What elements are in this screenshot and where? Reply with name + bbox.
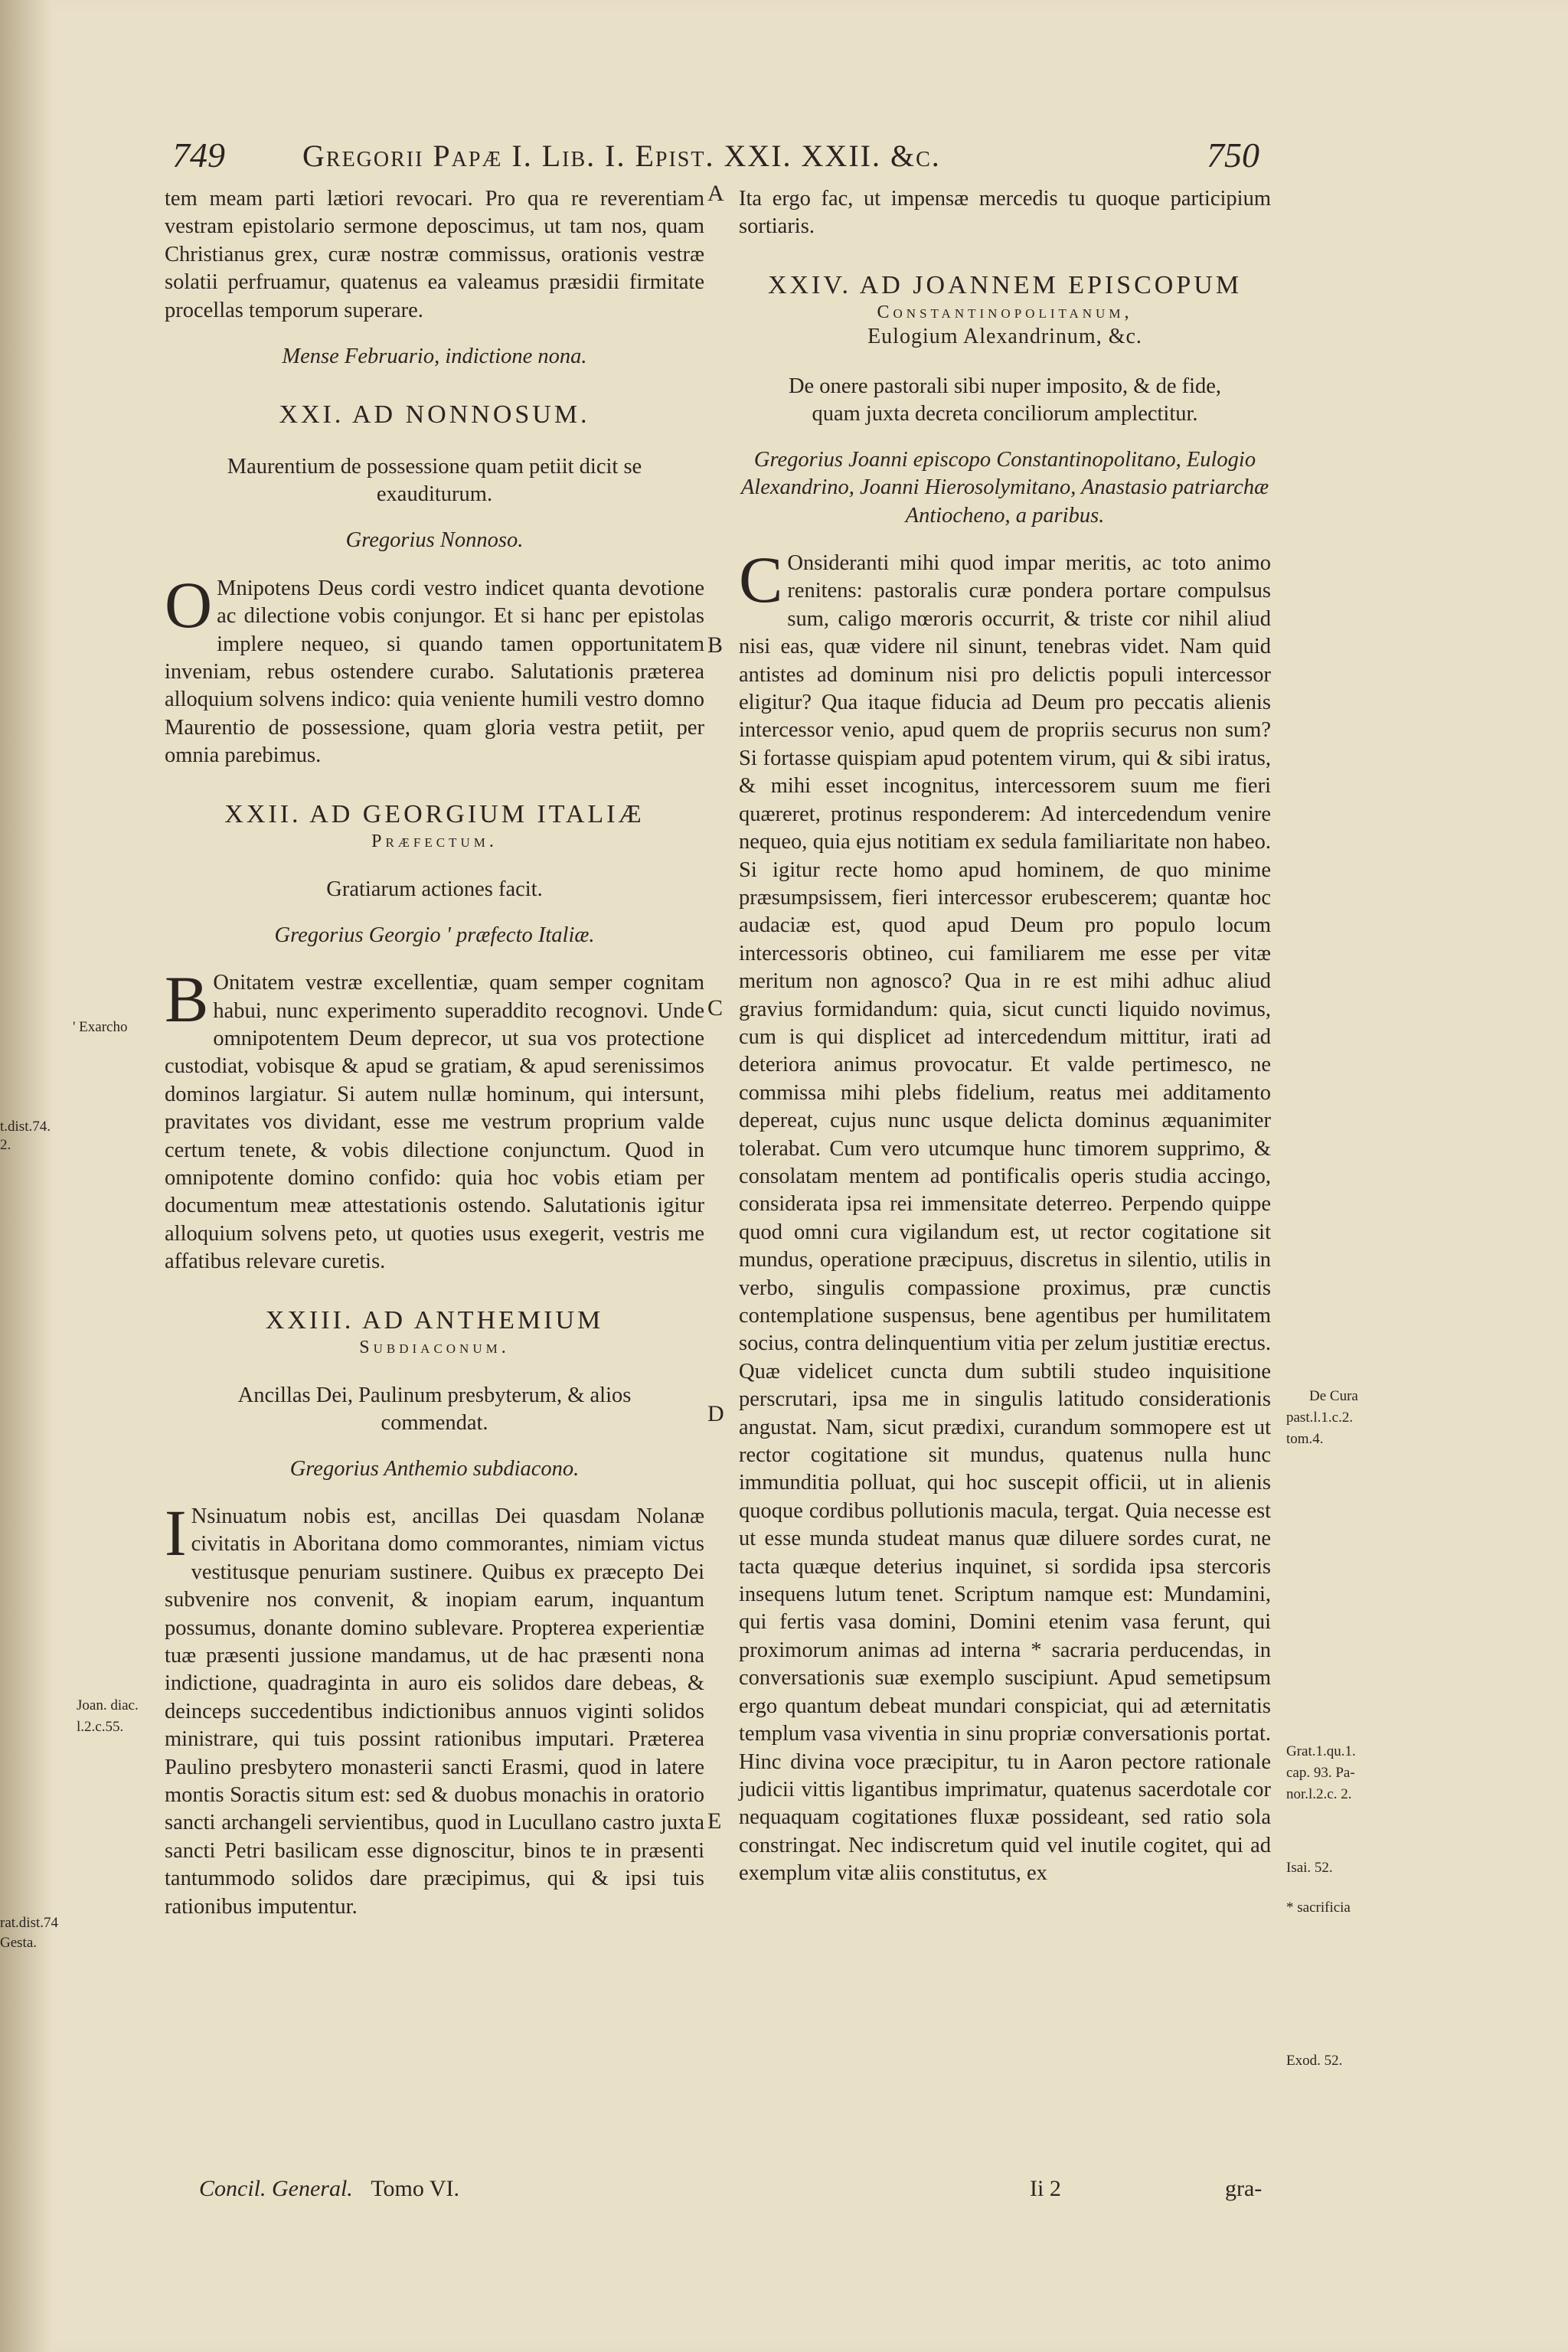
left-intro-text: tem meam parti lætiori revocari. Pro qua re reverentiam vestram epistolario sermone deposcimus, ut tam nos, quam Christianus grex, curæ nostræ commissus, orationis vestræ solatii perfruamur, quatenus ea valeamus præsidii firmitate procellas temporum superare.	[165, 187, 704, 322]
section-letter-b: B	[707, 632, 724, 658]
epistle-23-summary: Ancillas Dei, Paulinum presbyterum, & alios commendat.	[237, 1383, 632, 1435]
footer-signature: Ii 2	[1030, 2176, 1061, 2201]
margin-note-dist74b: 2.	[0, 1137, 11, 1153]
epistle-22-subtitle: Præfectum.	[371, 831, 498, 851]
epistle-24-subtitle-2: Eulogium Alexandrinum, &c.	[867, 324, 1142, 348]
margin-note-sacrificia: * sacrificia	[1286, 1900, 1351, 1916]
section-letter-e: E	[707, 1808, 722, 1834]
right-column	[739, 185, 1271, 1888]
epistle-21-body	[165, 567, 704, 770]
epistle-21-salutation: Gregorius Nonnoso.	[345, 528, 524, 553]
footer-tomo: Tomo VI.	[371, 2176, 459, 2201]
epistle-24-body	[739, 543, 1271, 1888]
margin-note-isai: Isai. 52.	[1286, 1860, 1333, 1876]
margin-note-tom: tom.4.	[1286, 1431, 1324, 1447]
letter-date: Mense Februario, indictione nona.	[282, 345, 587, 369]
epistle-24-salutation: Gregorius Joanni episcopo Constantinopolitano, Eulogio Alexandrino, Joanni Hierosolymitano, Anastasio patriarchæ Antiocheno, a paribus.	[740, 447, 1269, 528]
epistle-21-summary: Maurentium de possessione quam petiit dicit se exauditurum.	[227, 455, 642, 507]
margin-note-dist74: t.dist.74.	[0, 1119, 51, 1135]
section-letter-c: C	[707, 995, 724, 1021]
margin-note-nor: nor.l.2.c. 2.	[1286, 1786, 1352, 1802]
margin-note-exarcho: ' Exarcho	[73, 1019, 128, 1035]
running-title: Gregorii Papæ I. Lib. I. Epist. XXI. XXII. &c.	[302, 139, 941, 173]
epistle-22-summary: Gratiarum actiones facit.	[326, 877, 543, 901]
page-number-right: 750	[1207, 136, 1259, 175]
margin-note-joan-diac: Joan. diac.	[77, 1697, 139, 1713]
margin-note-cap93: cap. 93. Pa-	[1286, 1765, 1355, 1781]
margin-note-gesta: Gesta.	[0, 1935, 38, 1951]
epistle-24-text: Onsideranti mihi quod impar meritis, ac toto animo renitens: pastoralis curæ pondera portare compulsus sum, caligo mœroris occurrit, & triste cor nihil aliud nisi eas, quæ videre nil sinunt, tenebras videt. Nam quid antistes ad dominum nisi pro delictis populi intercessor eligitur? Qua itaque fiducia ad Deum pro peccatis alienis intercessor venio, apud quem de propriis securus non sum? Si fortasse quispiam apud potentem virum, qui & sibi iratus, & mihi esset incognitus, intercessorem suum me fieri quæreret, protinus responderem: Ad intercedendum venire nequeo, quia ejus notitiam ex sedula familiaritate non habeo. Si igitur recte homo apud hominem, de quo minime præsumpsissem, fieri intercessor erubescerem; quantæ hoc audaciæ est, quod apud Deum pro populo locum intercessoris obtineo, cui familiarem me esse per vitæ meritum non agnosco? Qua in re est mihi adhuc aliud gravius formidandum: quia, sicut cuncti liquido novimus, cum is qui displicet ad intercedendum mittitur, irati ad deteriora animus provocatur. Et valde pertimesco, ne commissa mihi plebs fidelium, reatus mei additamento depereat, cujus nunc usque delicta dominus æquanimiter tolerabat. Cum vero utcumque hunc timorem supprimo, & consolatam mentem ad pontificalis operis studia accingo, considerata ipsa rei immensitate deterreo. Perpendo quippe quod omni cura vigilandum est, ut rector cogitatione sit mundus, operatione præcipuus, discretus in silentio, utilis in verbo, singulis compassione proximus, præ cunctis contemplatione suspensus, bene agentibus per humilitatem socius, contra delinquentium vitia per zelum justitiæ erectus. Quæ videlicet cuncta dum subtili studeo inquisitione perscrutari, ipsa me in singulis latitudo considerationis angustat. Nam, sicut prædixi, curandum sommopere est ut rector cogitatione sit mundus, quatenus nulla hunc immunditia polluat, qui hoc suscepit officii, ut in alienis quoque cordibus pollutionis macula, tergat. Quia necesse est ut esse munda studeat manus quæ diluere sordes curat, ne tacta quæque deterius inquinet, si sordida ipsa stercoris insequens lutum tenet. Scriptum namque est: Mundamini, qui fertis vasa domini, Domini etenim vasa ferunt, qui proximorum animas ad interna * sacraria perducendas, in conversationis suæ exemplo suscipiunt. Apud semetipsum ergo quantum debeat mundari conspiciat, qui ad æternitatis templum vasa viventia in sinu propriæ conversationis portat. Hinc divina voce præcipitur, tu in Aaron pectore rationale judicii vittis ligantibus imprimatur, quatenus sacerdotale cor nequaquam cogitationes fluxæ possideant, sed ratio sola constringat. Nec indiscretum quid vel inutile cogitet, qui ad exemplum vitæ aliis constitutus, ex	[739, 551, 1271, 1886]
epistle-23-initial: I	[165, 1495, 187, 1570]
epistle-21-title: XXI. AD NONNOSUM.	[279, 400, 590, 430]
margin-note-de-cura: De Cura	[1309, 1388, 1358, 1404]
section-letter-a: A	[707, 181, 724, 206]
running-header	[172, 135, 1259, 181]
epistle-22-initial: B	[165, 962, 209, 1037]
left-column	[165, 185, 704, 1921]
footer-catchword: gra-	[1225, 2176, 1263, 2201]
epistle-22-body	[165, 962, 704, 1276]
epistle-22-text: Onitatem vestræ excellentiæ, quam semper cognitam habui, nunc experimento superaddito recognovi. Unde omnipotentem Deum deprecor, ut sua vos protectione custodiat, vobisque & apud se gratiam, & apud serenissimos dominos largiatur. Si autem nullæ hominum, qui intersunt, pravitates vos dividant, esse me vestrum proprium valde certum tenete, & vobis dilectione conjunctum. Quod in omnipotente domino confido: quia hoc vobis etiam per documentum meæ attestationis ostendo. Salutationis igitur alloquium solvens peto, ut quoties usus exegerit, vestris me affatibus relevare curetis.	[165, 971, 704, 1274]
epistle-24-subtitle: Constantinopolitanum,	[877, 302, 1133, 322]
section-letter-d: D	[707, 1401, 724, 1426]
epistle-24-summary: De onere pastorali sibi nuper imposito, & de fide, quam juxta decreta conciliorum amplectitur.	[788, 374, 1222, 426]
epistle-24-title: XXIV. AD JOANNEM EPISCOPUM	[767, 270, 1243, 299]
epistle-24-heading	[739, 270, 1271, 350]
epistle-24-initial: C	[739, 543, 783, 617]
epistle-23-text: Nsinuatum nobis est, ancillas Dei quasdam Nolanæ civitatis in Aboritana domo commorantes, nimiam victus vestitusque penuriam sustinere. Quibus ex præcepto Dei subvenire nos convenit, & inopiam earum, inquantum possumus, donante domino sublevare. Propterea experientiæ tuæ præsenti jussione mandamus, ut de hac præsenti nona indictione, quadraginta in auro eis solidos dare debeas, & deinceps succedentibus indictionibus annuos viginti solidos ministrare, qui tuis possint rationibus imputari. Præterea Paulino presbytero monasterii sancti Erasmi, quod in latere montis Soractis situm est: sed & duobus monachis in oratorio sancti archangeli servientibus, quod in Lucullano castro juxta sancti Petri basilicam esse dignoscitur, binos te in præsenti tantummodo solidos dare præcipimus, qui & ipsi tuis rationibus imputentur.	[165, 1504, 704, 1919]
margin-note-past-ref: past.l.1.c.2.	[1286, 1410, 1354, 1426]
right-intro-text: Ita ergo fac, ut impensæ mercedis tu quoque participium sortiaris.	[739, 187, 1271, 239]
epistle-22-heading	[165, 799, 704, 853]
epistle-22-title: XXII. AD GEORGIUM ITALIÆ	[224, 799, 645, 828]
epistle-23-title: XXIII. AD ANTHEMIUM	[265, 1305, 604, 1334]
epistle-23-heading	[165, 1305, 704, 1359]
epistle-22-salutation: Gregorius Georgio ' præfecto Italiæ.	[274, 923, 595, 947]
margin-note-rat-dist: rat.dist.74	[0, 1915, 58, 1931]
binding-gutter	[0, 0, 54, 2352]
footer-collection	[199, 2176, 459, 2202]
footer-concil: Concil. General.	[199, 2176, 353, 2201]
epistle-23-subtitle: Subdiaconum.	[359, 1337, 510, 1357]
margin-note-exod: Exod. 52.	[1286, 2053, 1343, 2069]
epistle-21-text: Mnipotens Deus cordi vestro indicet quanta devotione ac dilectione vobis conjungor. Et si hanc per epistolas implere nequeo, si quando tamen opportunitatem inveniam, rebus ostendere curabo. Salutationis præterea alloquium solvens indico: quia veniente humili vestro domno Maurentio de possessione, quam gloria vestra petiit, per omnia parebimus.	[165, 576, 704, 768]
page-number-left: 749	[172, 136, 225, 175]
epistle-23-body	[165, 1495, 704, 1921]
epistle-21-initial: O	[165, 567, 213, 642]
epistle-23-salutation: Gregorius Anthemio subdiacono.	[289, 1456, 580, 1481]
margin-note-joan-ref: l.2.c.55.	[77, 1719, 124, 1735]
epistle-21-heading	[165, 400, 704, 430]
margin-note-grat: Grat.1.qu.1.	[1286, 1743, 1356, 1759]
